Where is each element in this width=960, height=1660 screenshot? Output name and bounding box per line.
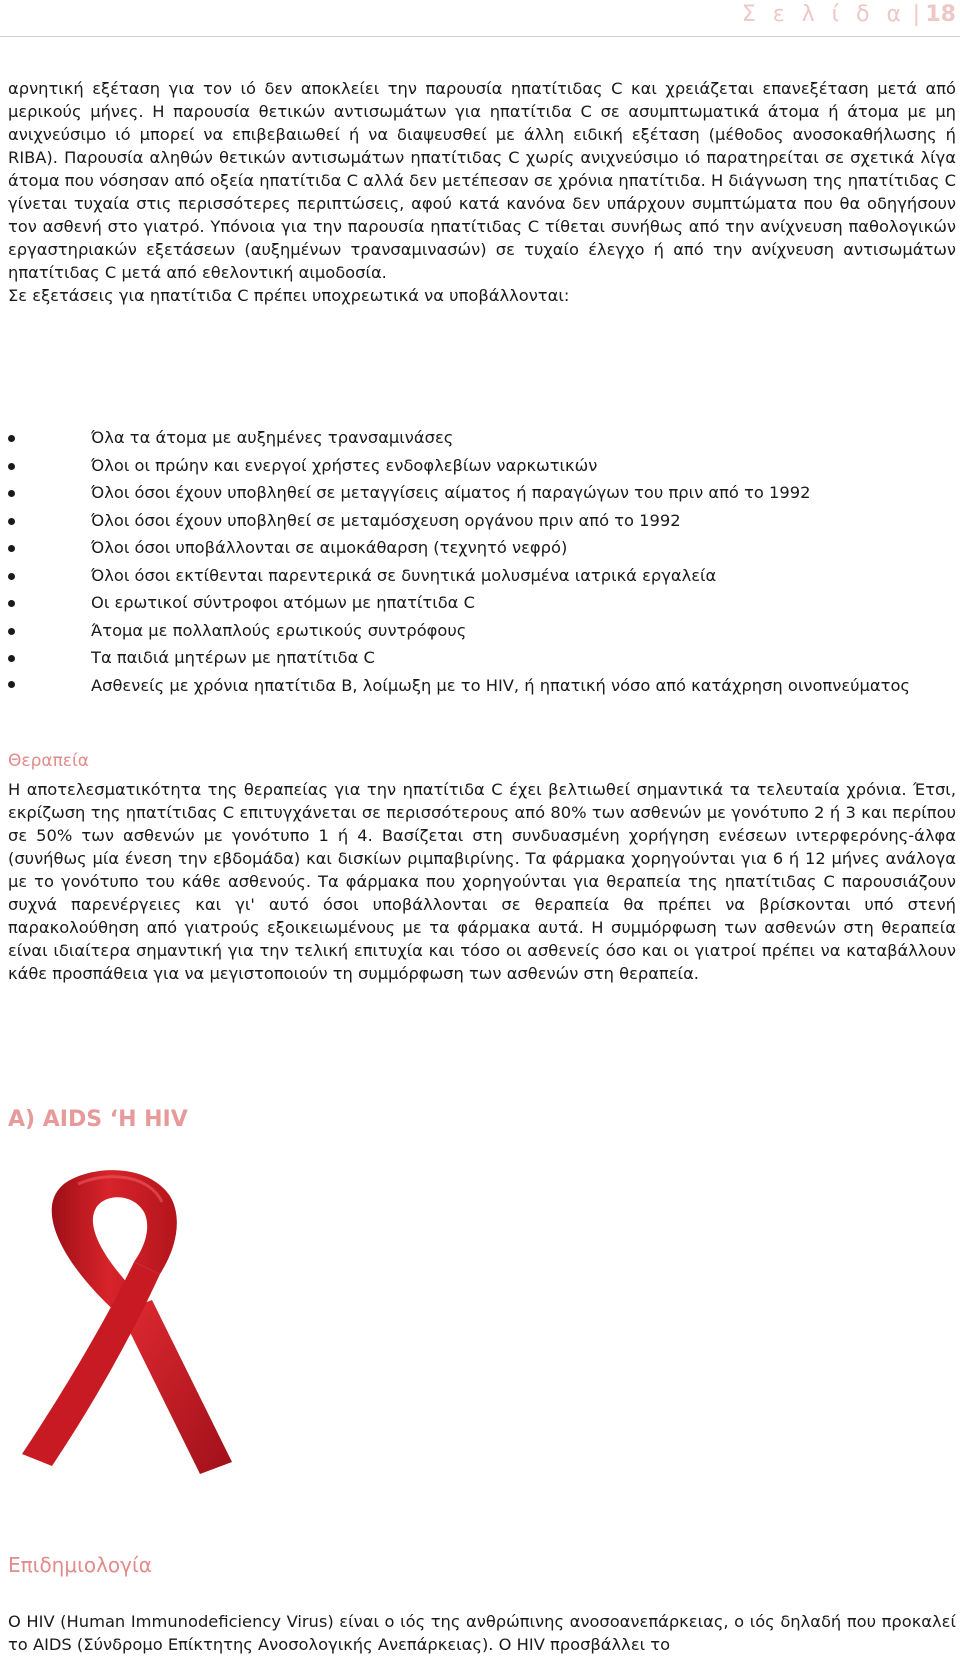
epidemiology-paragraph: Ο HIV (Human Immunodeficiency Virus) είναι ο ιός της ανθρώπινης ανοσοανεπάρκειας, ο ιός δηλαδή που προκαλεί το AIDS (Σύνδρομο Επίκτητης Ανοσολογικής Ανεπάρκειας). Ο HIV προσβάλλει το — [8, 1612, 956, 1654]
bullet-icon — [8, 545, 15, 552]
list-item-text: Οι ερωτικοί σύντροφοι ατόμων με ηπατίτιδα C — [91, 593, 475, 612]
list-item — [8, 452, 956, 480]
list-item-text: Όλοι όσοι έχουν υποβληθεί σε μεταμόσχευση οργάνου πριν από το 1992 — [91, 510, 681, 530]
list-item-text: Τα παιδιά μητέρων με ηπατίτιδα C — [91, 648, 375, 667]
bullet-icon — [8, 518, 15, 525]
bullet-icon — [8, 573, 15, 580]
red-ribbon-icon — [0, 1162, 246, 1482]
list-item — [8, 479, 956, 507]
list-item — [8, 534, 956, 562]
therapy-section — [8, 778, 956, 985]
epidemiology-section — [8, 1610, 956, 1656]
bullet-icon — [8, 463, 15, 470]
list-item — [8, 672, 956, 697]
bullet-icon — [8, 628, 15, 635]
list-item — [8, 617, 956, 645]
aids-heading: A) AIDS ‘H HIV — [8, 1107, 188, 1132]
list-item-text: Όλοι όσοι υποβάλλονται σε αιμοκάθαρση (τεχνητό νεφρό) — [91, 538, 568, 557]
list-item-text: Άτομα με πολλαπλούς ερωτικούς συντρόφους — [91, 620, 467, 640]
list-item-text: Όλοι οι πρώην και ενεργοί χρήστες ενδοφλεβίων ναρκωτικών — [91, 455, 598, 475]
list-item — [8, 424, 956, 452]
list-item-text: Όλοι όσοι έχουν υποβληθεί σε μεταγγίσεις αίματος ή παραγώγων του πριν από το 1992 — [91, 483, 811, 502]
exam-bullet-list — [8, 424, 956, 697]
page-separator: | — [912, 2, 920, 27]
bullet-icon — [8, 681, 15, 688]
intro-paragraph: αρνητική εξέταση για τον ιό δεν αποκλείει την παρουσία ηπατίτιδας C και χρειάζεται επανεξέταση μετά από μερικούς μήνες. Η παρουσία θετικών αντισωμάτων για ηπατίτιδα C σε ασυμπτωματικά άτομα ή άτομα με μη ανιχνεύσιμο ιό μπορεί να επιβεβαιωθεί ή να διαψευσθεί με άλλη ειδική εξέταση (μέθοδος ανοσοκαθήλωσης ή RIBA). Παρουσία αληθών θετικών αντισωμάτων ηπατίτιδας C χωρίς ανιχνεύσιμο ιό παρατηρείται σε σχετικά λίγα άτομα που νόσησαν από οξεία ηπατίτιδα C αλλά δεν μετέπεσαν σε χρόνια ηπατίτιδα. Η διάγνωση της ηπατίτιδας C γίνεται τυχαία στις περισσότερες περιπτώσεις, αφού κατά κανόνα δεν υπάρχουν συμπτώματα που θα οδηγήσουν τον ασθενή στο γιατρό. Υπόνοια για την παρουσία ηπατίτιδας C τίθεται συνήθως από την ανίχνευση παθολογικών εργαστηριακών εξετάσεων (αυξημένων τρανσαμινασών) σε τυχαίο έλεγχο ή από την ανίχνευση αντισωμάτων ηπατίτιδας C μετά από εθελοντική αιμοδοσία. — [8, 79, 956, 282]
page-label: Σ ε λ ί δ α — [741, 2, 906, 27]
exams-intro: Σε εξετάσεις για ηπατίτιδα C πρέπει υποχρεωτικά να υποβάλλονται: — [8, 286, 570, 305]
therapy-heading: Θεραπεία — [8, 751, 89, 771]
epidemiology-heading: Επιδημιολογία — [8, 1553, 152, 1577]
bullet-icon — [8, 435, 15, 442]
list-item-text: Όλοι όσοι εκτίθενται παρεντερικά σε δυνητικά μολυσμένα ιατρικά εργαλεία — [91, 565, 717, 585]
list-item-text: Ασθενείς με χρόνια ηπατίτιδα B, λοίμωξη με το HIV, ή ηπατική νόσο από κατάχρηση οινοπνεύματος — [91, 675, 910, 695]
list-item — [8, 589, 956, 617]
page-number: 18 — [925, 2, 956, 27]
bullet-icon — [8, 600, 15, 607]
list-item-text: Όλα τα άτομα με αυξημένες τρανσαμινάσες — [91, 428, 454, 447]
therapy-paragraph: Η αποτελεσματικότητα της θεραπείας για την ηπατίτιδα C έχει βελτιωθεί σημαντικά τα τελευταία χρόνια. Έτσι, εκρίζωση της ηπατίτιδας C επιτυγχάνεται σε περισσότερους από 80% των ασθενών με γονότυπο 2 ή 3 και περίπου σε 50% των ασθενών με γονότυπο 1 ή 4. Βασίζεται στη συνδυασμένη χορήγηση ενέσεων ιντερφερόνης-άλφα (συνήθως μία ένεση την εβδομάδα) και δισκίων ριμπαβιρίνης. Τα φάρμακα χορηγούνται για 6 ή 12 μήνες ανάλογα με το γονότυπο του κάθε ασθενούς. Τα φάρμακα που χορηγούνται για θεραπεία της ηπατίτιδας C παρουσιάζουν συχνά παρενέργειες και γι' αυτό όσοι υποβάλλονται σε θεραπεία θα πρέπει να βρίσκονται υπό στενή παρακολούθηση από γιατρούς εξοικειωμένους με τα φάρμακα αυτά. Η συμμόρφωση των ασθενών στη θεραπεία είναι ιδιαίτερα σημαντική για την τελική επιτυχία και τόσο οι ασθενείς όσο και οι γιατροί πρέπει να καταβάλλουν κάθε προσπάθεια για να μεγιστοποιούν τη συμμόρφωση των ασθενών στη θεραπεία. — [8, 780, 956, 983]
list-item — [8, 644, 956, 672]
intro-section — [8, 77, 956, 307]
list-item — [8, 562, 956, 590]
list-item — [8, 507, 956, 535]
bullet-icon — [8, 655, 15, 662]
page-header — [0, 0, 960, 37]
bullet-icon — [8, 490, 15, 497]
red-ribbon-graphic — [0, 1162, 246, 1482]
